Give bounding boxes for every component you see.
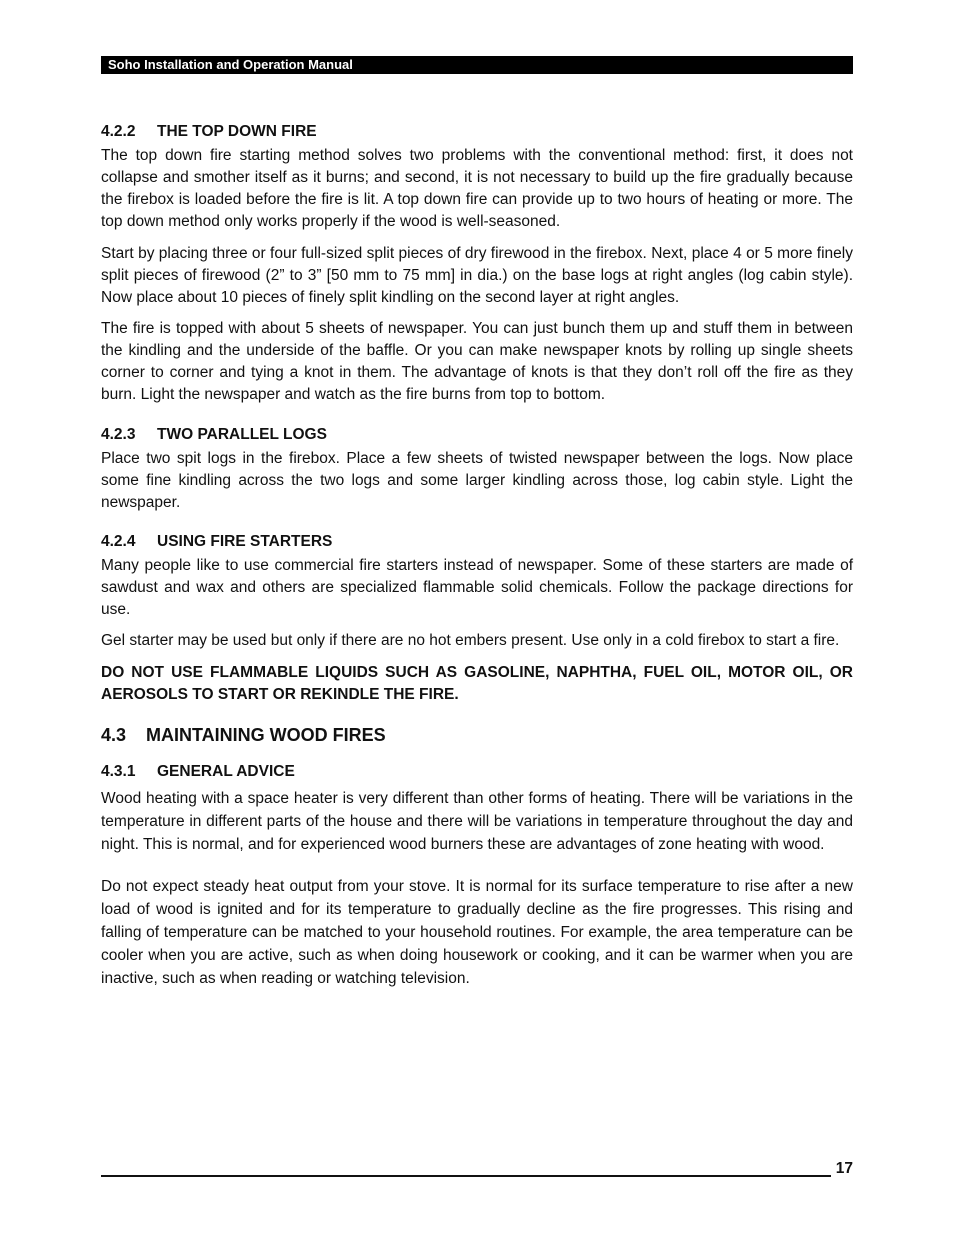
section-title: USING FIRE STARTERS [157,533,333,550]
page-number: 17 [835,1160,853,1177]
heading-4-3-1 [101,763,853,781]
paragraph: Place two spit logs in the firebox. Place a few sheets of twisted newspaper between the logs. Now place some fine kindling across the two logs and some larger kindling across those, log cabin style. Light the newspaper. [101,450,853,511]
paragraph: Wood heating with a space heater is very different than other forms of heating. There will be variations in the temperature in different parts of the house and there will be variations in temperature throughout the day and night. This is normal, and for experienced wood burners these are advantages of zone heating with wood. [101,790,853,853]
manual-page [101,56,853,990]
heading-4-3 [101,725,853,746]
section-title: THE TOP DOWN FIRE [157,123,317,140]
section-number: 4.3.1 [101,763,136,780]
paragraph: The fire is topped with about 5 sheets of newspaper. You can just bunch them up and stuff them in between the kindling and the underside of the baffle. Or you can make newspaper knots by rolling up single sheets corner to corner and tying a knot in them. The advantage of knots is that they don’t roll off the fire as they burn. Light the newspaper and watch as the fire burns from top to bottom. [101,320,853,403]
heading-4-2-4 [101,533,853,551]
paragraph: Do not expect steady heat output from your stove. It is normal for its surface temperature to rise after a new load of wood is ignited and for its temperature to gradually decline as the fire progresses. This rising and falling of temperature can be matched to your household routines. For example, the area temperature can be cooler when you are active, such as when doing housework or cooking, and it can be warmer when you are inactive, such as when reading or watching television. [101,878,853,987]
page-footer [101,1158,853,1180]
section-title: MAINTAINING WOOD FIRES [146,725,386,745]
paragraph: Start by placing three or four full-sized split pieces of dry firewood in the firebox. Next, place 4 or 5 more finely split pieces of firewood (2” to 3” [50 mm to 75 mm] in dia.) on the base logs at right angles (log cabin style). Now place about 10 pieces of finely split kindling on the second layer at right angles. [101,245,853,306]
section-number: 4.2.3 [101,426,136,443]
heading-4-2-3 [101,426,853,444]
paragraph: Gel starter may be used but only if there are no hot embers present. Use only in a cold firebox to start a fire. [101,632,840,649]
paragraph: The top down fire starting method solves two problems with the conventional method: first, it does not collapse and smother itself as it burns; and second, it is not necessary to build up the fire gradually because the firebox is loaded before the fire is lit. A top down fire can provide up to two hours of heating or more. The top down method only works properly if the wood is well-seasoned. [101,147,853,230]
section-title: TWO PARALLEL LOGS [157,426,327,443]
warning-text: DO NOT USE FLAMMABLE LIQUIDS SUCH AS GASOLINE, NAPHTHA, FUEL OIL, MOTOR OIL, OR AEROSOLS TO START OR REKINDLE THE FIRE. [101,664,853,703]
heading-4-2-2 [101,123,853,141]
section-title: GENERAL ADVICE [157,763,295,780]
section-number: 4.3 [101,725,127,745]
section-number: 4.2.4 [101,533,136,550]
running-header: Soho Installation and Operation Manual [101,56,853,74]
footer-rule [101,1175,831,1177]
paragraph: Many people like to use commercial fire starters instead of newspaper. Some of these starters are made of sawdust and wax and others are specialized flammable solid chemicals. Follow the package directions for use. [101,557,853,618]
section-number: 4.2.2 [101,123,136,140]
